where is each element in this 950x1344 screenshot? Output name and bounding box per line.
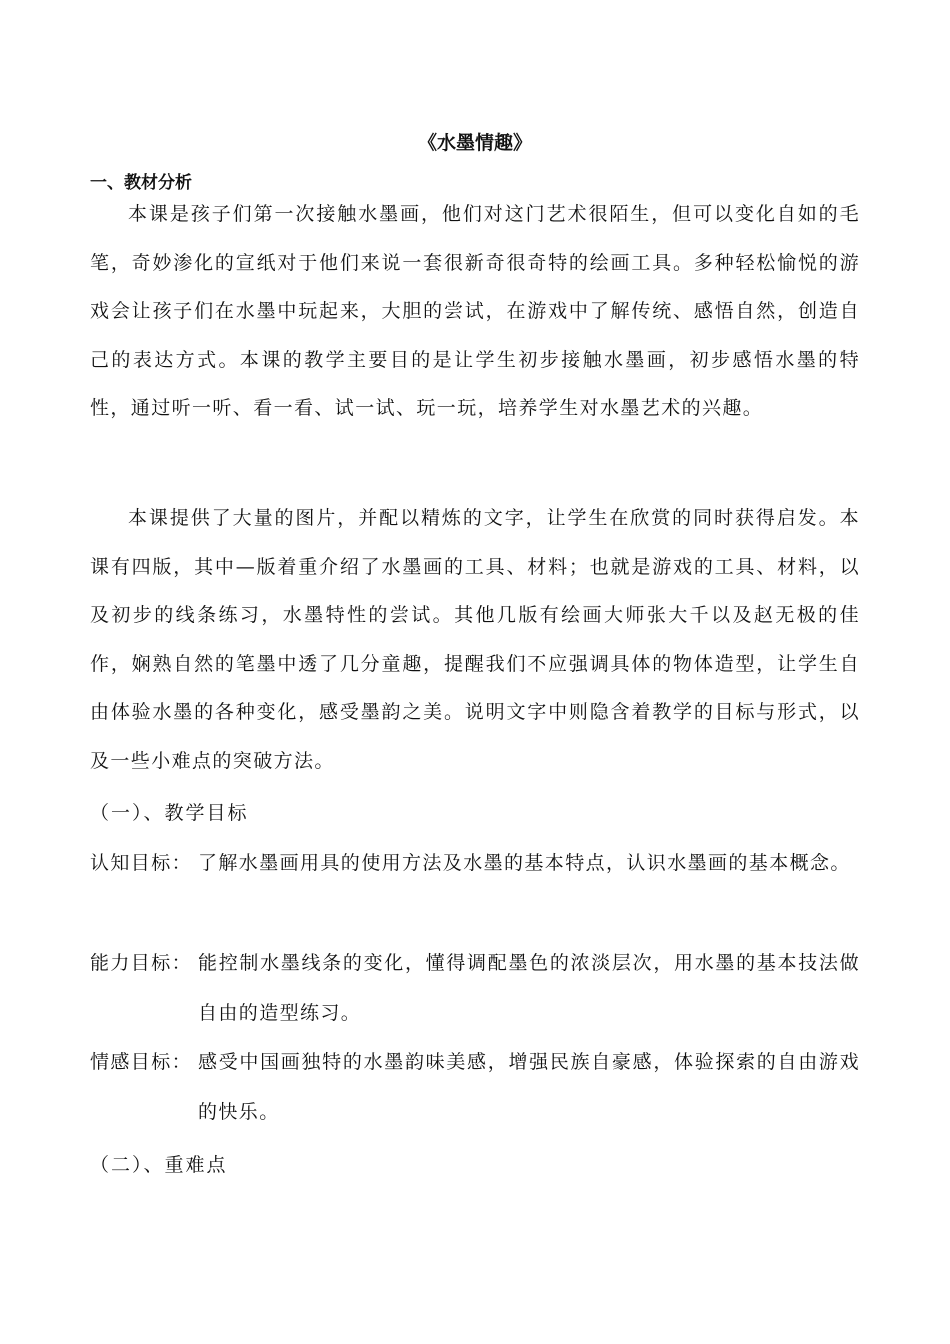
document-title: 《水墨情趣》: [417, 132, 532, 154]
goal-text: 能控制水墨线条的变化，懂得调配墨色的浓淡层次，用水墨的基本技法做自由的造型练习。: [198, 952, 860, 1024]
goal-cognitive: [90, 838, 860, 888]
subsection-heading-key-difficulties: （二）、重难点: [90, 1154, 228, 1176]
goal-text: 感受中国画独特的水墨韵味美感，增强民族自豪感，体验探索的自由游戏的快乐。: [198, 1051, 860, 1123]
paragraph-intro: 本课是孩子们第一次接触水墨画，他们对这门艺术很陌生，但可以变化自如的毛笔，奇妙渗化的宣纸对于他们来说一套很新奇很奇特的绘画工具。多种轻松愉悦的游戏会让孩子们在水墨中玩起来，大胆的尝试，在游戏中了解传统、感悟自然，创造自己的表达方式。本课的教学主要目的是让学生初步接触水墨画，初步感悟水墨的特性，通过听一听、看一看、试一试、玩一玩，培养学生对水墨艺术的兴趣。: [90, 203, 860, 419]
goal-ability: [90, 938, 860, 1038]
goal-label: 能力目标：: [90, 952, 193, 974]
goal-emotion: [90, 1037, 860, 1137]
paragraph-content: 本课提供了大量的图片，并配以精炼的文字，让学生在欣赏的同时获得启发。本课有四版，其中—版着重介绍了水墨画的工具、材料；也就是游戏的工具、材料，以及初步的线条练习，水墨特性的尝试。其他几版有绘画大师张大千以及赵无极的佳作，娴熟自然的笔墨中透了几分童趣，提醒我们不应强调具体的物体造型，让学生自由体验水墨的各种变化，感受墨韵之美。说明文字中则隐含着教学的目标与形式，以及一些小难点的突破方法。: [90, 507, 860, 772]
goal-text: 了解水墨画用具的使用方法及水墨的基本特点，认识水墨画的基本概念。: [198, 852, 851, 874]
subsection-heading-teaching-goals: （一）、教学目标: [90, 802, 249, 824]
goal-label: 情感目标：: [90, 1051, 193, 1073]
goal-label: 认知目标：: [90, 852, 193, 874]
section-heading-textbook-analysis: 一、教材分析: [90, 173, 192, 193]
